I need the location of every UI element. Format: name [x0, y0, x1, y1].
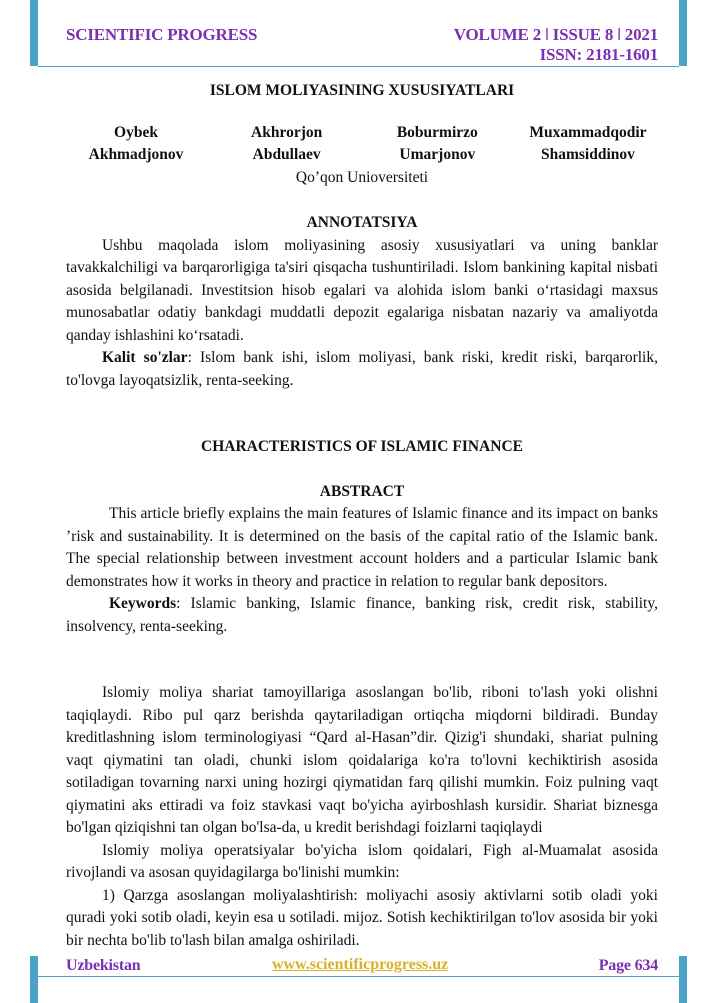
author-last-name: Abdullaev — [252, 146, 321, 163]
journal-name: SCIENTIFIC PROGRESS — [66, 25, 258, 44]
article-title-en: CHARACTERISTICS OF ISLAMIC FINANCE — [201, 438, 523, 455]
author-list — [66, 122, 658, 167]
keywords-list: : Islamic banking, Islamic finance, banking risk, credit risk, stability, insolvency, renta-seeking. — [66, 595, 658, 635]
footer-accent-bar-right — [679, 956, 687, 1003]
header-accent-bar-left — [30, 0, 38, 66]
author — [518, 122, 658, 167]
body-paragraph: Islomiy moliya shariat tamoyillariga asoslangan bo'lib, riboni to'lash yoki olishni taqiqlaydi. Ribo pul qarz berishda qaytariladigan ortiqcha miqdorni bildiradi. Bunday kreditlashning islom terminologiyasi “Qard al-Hasan”dir. Qizig'i shundaki, shariat pulning vaqt qiymatini tan oladi, chunki islom qoidalariga ko'ra to'lovni kechiktirish asosida sotiladigan tovarning narxi uning hozirgi qiymatidan farq qilishi mumkin. Foiz pulning vaqt qiymatini aks ettiradi va foiz stavkasi vaqt bo'yicha ayirboshlash kursidir. Shariat biznesga bo'lgan qiziqishni tan olgan bo'lsa-da, u kredit berishdagi foizlarni taqiqlaydi — [66, 684, 658, 836]
body-paragraph: 1) Qarzga asoslangan moliyalashtirish: moliyachi asosiy aktivlarni sotib oladi yoki quradi yoki sotib oladi, keyin esa u sotiladi. mijoz. Sotish kechiktirilgan to'lov asosida bir yoki bir nechta bo'lib to'lash bilan amalga oshiriladi. — [66, 886, 658, 949]
annotation-keywords — [66, 347, 658, 392]
keywords-label: Keywords — [109, 595, 177, 612]
issue-info — [454, 25, 658, 65]
author — [367, 122, 507, 167]
annotation-text: Ushbu maqolada islom moliyasining asosiy xususiyatlari va uning banklar tavakkalchiligi va barqarorligiga ta'siri qisqacha tushuntiriladi. Islom bankining kapital nisbati asosida belgilanadi. Investitsion hisob egalari va alohida islom banki o‘rtasidagi maxsus munosabatlar odatiy bankdagi muddatli depozit egalariga nisbatan nazariy va amaliyotda qanday ishlashini ko‘rsatadi. — [66, 236, 658, 344]
journal-website-link[interactable]: www.scientificprogress.uz — [272, 956, 449, 973]
author-last-name: Shamsiddinov — [541, 146, 635, 163]
volume-issue: VOLUME 2 ǀ ISSUE 8 ǀ 2021 — [453, 25, 658, 44]
author — [217, 122, 357, 167]
author-first-name: Akhrorjon — [251, 123, 323, 141]
keywords-list: : Islom bank ishi, islom moliyasi, bank riski, kredit riski, barqarorlik, to'lovga layoqatsizlik, renta-seeking. — [66, 349, 658, 389]
author-last-name: Umarjonov — [399, 146, 476, 163]
issn: ISSN: 2181-1601 — [539, 45, 658, 64]
author-first-name: Boburmirzo — [396, 123, 478, 141]
abstract-text: This article briefly explains the main features of Islamic finance and its impact on banks ’risk and sustainability. It is determined on the basis of the capital ratio of the Islamic bank. The special relationship between investment account holders and a particular Islamic bank demonstrates how it works in theory and practice in relation to regular bank depositors. — [66, 505, 658, 590]
header-rule — [38, 66, 679, 67]
abstract-keywords — [66, 593, 658, 638]
article-title-uz: ISLOM MOLIYASINING XUSUSIYATLARI — [209, 82, 515, 99]
footer-rule — [38, 976, 679, 977]
keywords-label: Kalit so'zlar — [102, 349, 188, 366]
header-accent-bar-right — [679, 0, 687, 66]
annotation-heading: ANNOTATSIYA — [306, 214, 418, 231]
page-number: Page 634 — [598, 957, 658, 974]
footer-accent-bar-left — [30, 956, 38, 1003]
author-first-name: Oybek — [114, 123, 158, 141]
body-paragraph: Islomiy moliya operatsiyalar bo'yicha islom qoidalari, Figh al-Muamalat asosida rivojlandi va asosan quyidagilarga bo'linishi mumkin: — [66, 841, 658, 881]
article-content — [66, 80, 658, 952]
abstract-heading: ABSTRACT — [319, 482, 405, 500]
affiliation: Qo’qon Unioversiteti — [295, 168, 429, 186]
footer-country: Uzbekistan — [66, 957, 141, 974]
author — [66, 122, 206, 167]
author-first-name: Muxammadqodir — [529, 123, 647, 141]
author-last-name: Akhmadjonov — [88, 146, 184, 163]
